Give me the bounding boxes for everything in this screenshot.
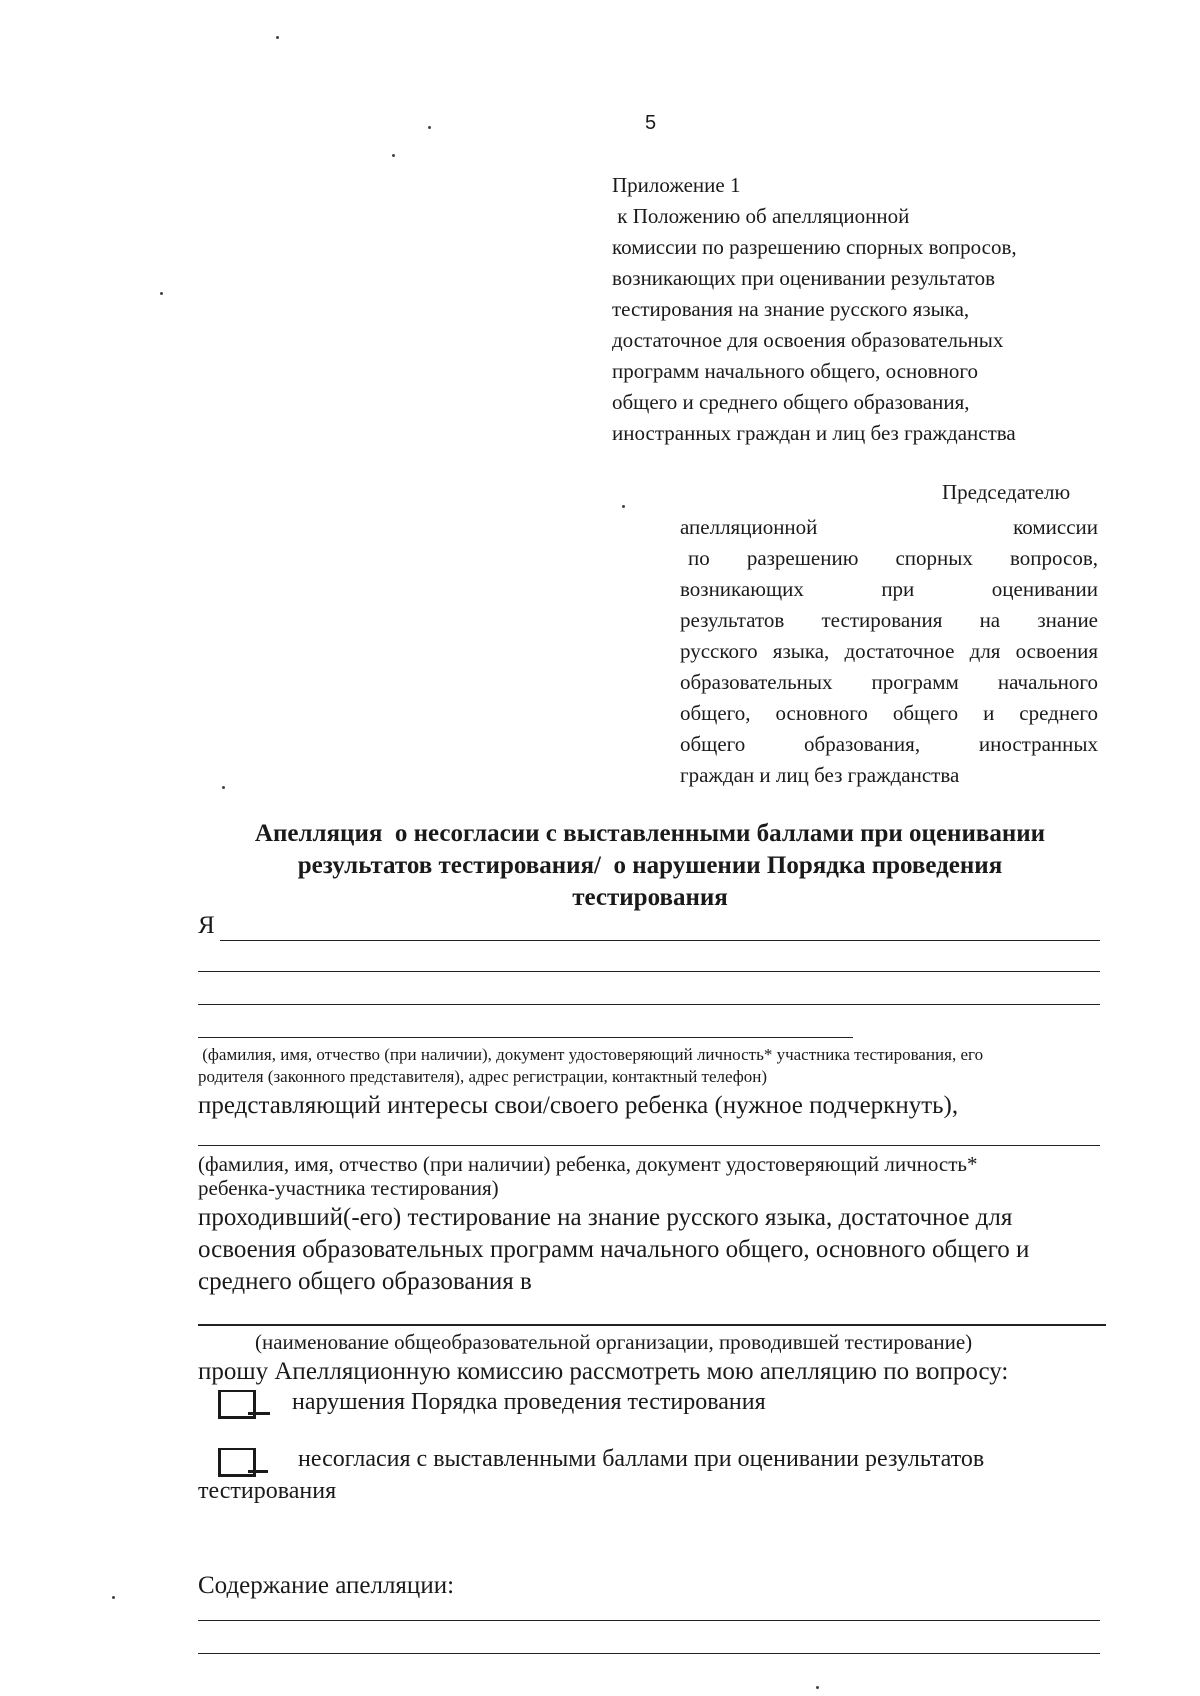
scan-speck (112, 1596, 115, 1599)
addressee-line: русского языка, достаточное для освоения (680, 639, 1098, 663)
child-hint (198, 1152, 977, 1200)
annex-line: тестирования на знание русского языка, (612, 297, 970, 321)
option-violation-label: нарушения Порядка проведения тестирования (292, 1389, 766, 1415)
addressee-line: общего, основного общего и среднего (680, 701, 1098, 725)
org-hint: (наименование общеобразовательной организации, проводившей тестирование) (255, 1330, 973, 1354)
option-disagreement-line: тестирования (198, 1478, 337, 1504)
annex-note (612, 170, 1082, 449)
page-number: 5 (645, 112, 657, 134)
addressee-line: общего образования, иностранных (680, 732, 1098, 756)
addressee-line: граждан и лиц без гражданства (680, 763, 960, 787)
title-line: Апелляция о несогласии с выставленными баллами при оценивании (254, 820, 1046, 847)
addressee-block (680, 512, 1098, 791)
applicant-hint-line: (фамилия, имя, отчество (при наличии), документ удостоверяющий личность* участника тестирования, его (198, 1045, 984, 1064)
scan-speck (392, 154, 395, 157)
checkbox-underline (248, 1412, 270, 1415)
passed-line: освоения образовательных программ начального общего, основного общего и (198, 1236, 1030, 1263)
org-line[interactable] (198, 1324, 1106, 1326)
scan-speck (222, 786, 225, 789)
scan-speck (276, 36, 279, 39)
annex-line: достаточное для освоения образовательных (612, 328, 1004, 352)
applicant-line[interactable] (198, 1004, 1100, 1005)
child-hint-line: ребенка-участника тестирования) (198, 1176, 499, 1200)
title-line: результатов тестирования/ о нарушении Порядка проведения (297, 852, 1003, 879)
scan-speck (816, 1686, 819, 1689)
scan-speck (160, 292, 163, 295)
child-line[interactable] (198, 1145, 1100, 1146)
annex-line: возникающих при оценивании результатов (612, 266, 996, 290)
applicant-line[interactable] (198, 971, 1100, 972)
addressee-line: возникающих при оценивании (680, 577, 1098, 601)
scan-speck (622, 505, 625, 508)
addressee-line: образовательных программ начального (680, 670, 1098, 694)
applicant-hint (198, 1044, 1118, 1088)
ya-label: Я (198, 912, 215, 939)
addressee-line: апелляционной комиссии (680, 515, 1098, 539)
annex-line: общего и среднего общего образования, (612, 390, 970, 414)
option-disagreement-line: несогласия с выставленными баллами при оценивании результатов (298, 1446, 985, 1472)
scan-speck (428, 126, 431, 129)
applicant-line[interactable] (198, 1037, 853, 1038)
annex-line: к Положению об апелляционной (612, 204, 910, 228)
content-line[interactable] (198, 1620, 1100, 1621)
annex-line: иностранных граждан и лиц без гражданства (612, 421, 1016, 445)
title-line: тестирования (572, 884, 728, 911)
addressee-line: по разрешению спорных вопросов, (688, 546, 1098, 570)
passed-text (198, 1202, 1029, 1298)
document-title (150, 818, 1150, 914)
addressee-line: результатов тестирования на знание (680, 608, 1098, 632)
represent-text: представляющий интересы свои/своего ребенка (нужное подчеркнуть), (198, 1092, 959, 1119)
annex-line: программ начального общего, основного (612, 359, 979, 383)
passed-line: проходивший(-его) тестирование на знание русского языка, достаточное для (198, 1204, 1013, 1231)
applicant-hint-line: родителя (законного представителя), адрес регистрации, контактный телефон) (198, 1067, 768, 1086)
content-line[interactable] (198, 1653, 1100, 1654)
annex-line: Приложение 1 (612, 173, 741, 197)
option-disagreement-label (198, 1443, 984, 1507)
applicant-line[interactable] (220, 940, 1100, 941)
passed-line: среднего общего образования в (198, 1268, 532, 1295)
child-hint-line: (фамилия, имя, отчество (при наличии) ребенка, документ удостоверяющий личность* (198, 1152, 978, 1176)
content-label: Содержание апелляции: (198, 1572, 455, 1599)
addressee-title: Председателю (942, 480, 1071, 504)
annex-line: комиссии по разрешению спорных вопросов, (612, 235, 1017, 259)
request-text: прошу Апелляционную комиссию рассмотреть мою апелляцию по вопросу: (198, 1358, 1009, 1385)
